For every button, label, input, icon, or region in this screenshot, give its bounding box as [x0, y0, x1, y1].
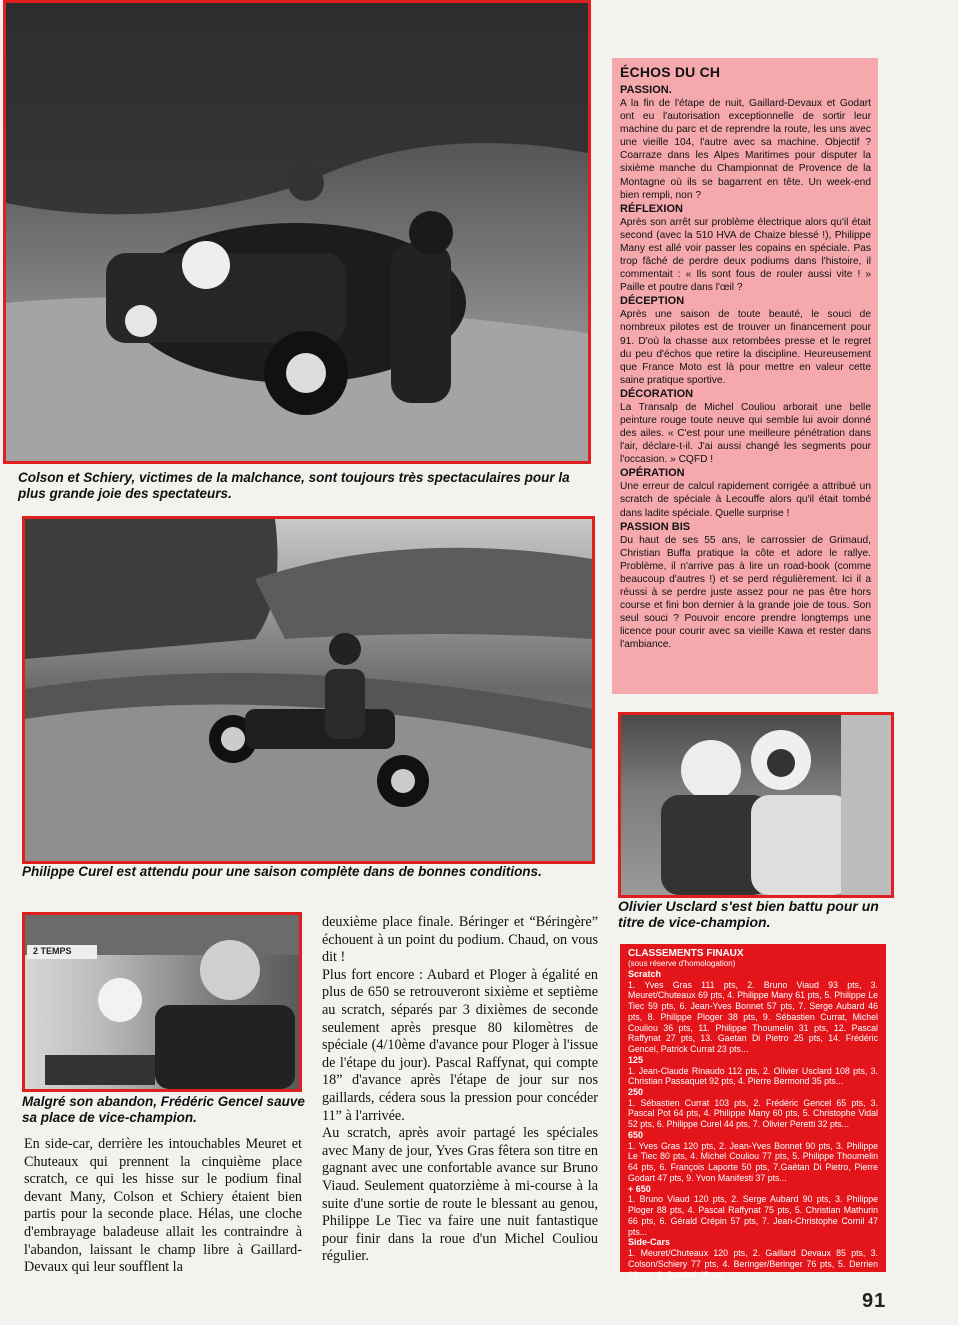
article-para: deuxième place finale. Béringer et “Béringère” échouent à un point du podium. Chaud, on vous dit ! [322, 914, 598, 966]
section-head: PASSION BIS [620, 520, 691, 533]
photo-curel [22, 516, 595, 864]
section-head: OPÉRATION [620, 467, 685, 480]
article-col-left: En side-car, derrière les intouchables Meuret et Chuteaux qui prennent la cinquième place scratch, ce qui les hisse sur le podium final devant Many, Colson et Schiery étaient bien partis pour la seconde place. Hélas, une cloche d'embrayage baladeuse allait les contraindre à l'abandon, laissant le champ libre à Gaillard-Devaux qui leur soufflent la [24, 1136, 302, 1276]
photo-usclard [618, 712, 894, 898]
category-label: 250 [628, 1087, 644, 1098]
echos-box [612, 58, 878, 694]
classements-title: CLASSEMENTS FINAUX [628, 948, 744, 959]
echos-section-passion-bis [620, 521, 871, 652]
category-results: 1. Yves Gras 120 pts, 2. Jean-Yves Bonnet 90 pts, 3. Philippe Le Tiec 80 pts, 4. Michel Couliou 77 pts, 5. Philippe Thoumelin 64 pts, 6. François Laporte 50 pts, 7.Gaëtan Di Pietro, Pierre Godart 47 pts, 9. Yvon Manifesti 37 pts... [628, 1140, 878, 1183]
category-label: Scratch [628, 969, 662, 979]
category-label: 125 [628, 1055, 644, 1066]
category-results: 1. Yves Gras 111 pts, 2. Bruno Viaud 93 pts, 3. Meuret/Chuteaux 69 pts, 4. Philippe Many 61 pts, 5. Philippe Le Tiec 59 pts, 6. Jean-Yves Bonnet 57 pts, 7. Serge Aubard 46 pts, 8. Philippe Ploger 38 pts, 9. Sébastien Currat, Michel Couliou 36 pts, 11. Philippe Thoumelin 31 pts, 12. Pascal Raffynat 27 pts, 13. Gaetan Di Pietro 25 pts, 14. Frédéric Gencel, Patrick Currat 23 pts... [628, 979, 878, 1055]
section-text: Du haut de ses 55 ans, le carrossier de Grimaud, Christian Buffa pratique la côte et adore le rallye. Problème, il n'arrive pas à lire un road-book (comme beaucoup d'autres !) et se perd régulièrement. Ici il a réussi à se perdre juste assez pour ne pas être hors course et fini bon dernier à la grande joie de tous. Son seul souci ? Pouvoir encore prendre longtemps une licence pour courir avec sa vieille Kawa et rester dans l'ambiance. [620, 534, 871, 651]
photo-sidecar [3, 0, 591, 464]
sign-text: 2 TEMPS [33, 946, 72, 956]
section-head: PASSION. [620, 84, 672, 96]
classements-subtitle: (sous réserve d'homologation) [628, 959, 736, 968]
classement-block [628, 1087, 878, 1130]
photo-gencel [22, 912, 302, 1092]
category-results: 1. Bruno Viaud 120 pts, 2. Serge Aubard 90 pts, 3. Philippe Ploger 88 pts, 4. Pascal Raffynat 75 pts, 5. Christian Mathurin 66 pts, 6. Gérald Crépin 57 pts, 7. Jean-Christophe Cornil 47 pts... [628, 1194, 878, 1237]
article-para: Plus fort encore : Aubard et Ploger à égalité en plus de 650 se retrouveront sixième et septième au scratch, séparés par 3 dixièmes de seconde seulement après presque 80 kilomètres de spéciale (4/10ème d'avance pour Ploger à l'issue de l'étape du jour). Pascal Raffynat, qui compte 18” d'avance après l'étape de jour sur nos gaillards, cédera sous la pression pour concéder 11” à l'arrivée. [322, 966, 598, 1124]
section-text: A la fin de l'étape de nuit, Gaillard-Devaux et Godart ont eu l'autorisation exceptionnelle de sortir leur machine du parc et de reprendre la route, les uns avec une vieille 104, l'autre avec sa machine. Objectif ? Coarraze dans les Alpes Maritimes pour disputer la sixième manche du Championnat de Provence de la Montagne où ils se bagarrent en tête. Un week-end bien rempli, non ? [620, 98, 871, 201]
classement-block [628, 1130, 878, 1184]
category-results: 1. Jean-Claude Rinaudo 112 pts, 2. Olivier Usclard 108 pts, 3. Christian Passaquet 92 pts, 4. Pierre Bermond 35 pts... [628, 1065, 878, 1087]
category-results: 1. Sébastien Currat 103 pts, 2. Frédéric Gencel 65 pts, 3. Pascal Pot 64 pts, 4. Philippe Many 60 pts, 5. Christophe Vidal 52 pts, 6. Philippe Curel 44 pts, 7. Olivier Peretti 32 pts... [628, 1097, 878, 1130]
article-col-mid [322, 914, 598, 1266]
echos-title: ÉCHOS DU CH [620, 64, 721, 80]
classements-box [620, 944, 886, 1280]
page-number: 91 [862, 1290, 887, 1312]
echos-section-decoration [620, 388, 871, 466]
section-head: RÉFLEXION [620, 202, 683, 215]
section-text: La Transalp de Michel Couliou arborait une belle peinture rouge toute neuve qui semble lui avoir donné des ailes. « C'est pour une meilleure pénétration dans l'air, déclare-t-il. J'ai aussi changé les segments pour l'occasion. » CQFD ! [620, 401, 871, 466]
echos-section-passion [620, 84, 871, 202]
caption-curel: Philippe Curel est attendu pour une saison complète dans de bonnes conditions. [22, 864, 542, 879]
caption-sidecar: Colson et Schiery, victimes de la malchance, sont toujours très spectaculaires pour la plus grande joie des spectateurs. [18, 470, 570, 501]
section-text: Une erreur de calcul rapidement corrigée a attribué un scratch de spéciale à Lecouffe alors qu'il était tombé dans ladite spéciale. Quelle surprise ! [620, 481, 871, 519]
caption-usclard: Olivier Usclard s'est bien battu pour un titre de vice-champion. [618, 898, 879, 930]
classement-block [628, 969, 878, 1055]
echos-section-operation [620, 467, 871, 519]
echos-section-deception [620, 295, 871, 387]
category-label: + 650 [628, 1183, 651, 1194]
section-head: DÉCORATION [620, 387, 694, 400]
caption-gencel: Malgré son abandon, Frédéric Gencel sauve sa place de vice-champion. [22, 1094, 305, 1125]
category-results: 1. Meuret/Chuteaux 120 pts, 2. Gaillard Devaux 85 pts, 3. Colson/Schiery 77 pts, 4. Beringer/Beringer 76 pts, 5. Derrien 63 pts, 6. Scuderi 48 pts... [628, 1247, 878, 1280]
section-head: DÉCEPTION [620, 295, 685, 308]
section-text: Après une saison de toute beauté, le souci de nombreux pilotes est de trouver un financement pour 91. D'où la chasse aux retombées presse et le regret du peu d'échos que retire la discipline. Heureusement que France Moto est là pour mettre en valeur cette saine pratique sportive. [620, 309, 871, 386]
echos-section-reflexion [620, 203, 871, 295]
classement-block [628, 1055, 878, 1087]
category-label: 650 [628, 1130, 644, 1141]
article-para: Au scratch, après avoir partagé les spéciales avec Many de jour, Yves Gras fêtera son titre en gagnant avec une confortable avance sur Bruno Viaud. Seulement quatorzième à mi-course à la suite d'une sortie de route le blessant au genou, Philippe Le Tiec va faire une nuit fantastique pour finir dans la roue d'un Michel Couliou régulier. [322, 1125, 598, 1265]
classement-block [628, 1184, 878, 1238]
classement-block [628, 1237, 878, 1280]
section-text: Après son arrêt sur problème électrique alors qu'il était second (avec la 510 HVA de Chaize blessé !), Philippe Many est allé voir passer les copains en spéciale. Pas trop fâché de perdre deux podiums dans l'histoire, il commentait : « Ils sont fous de rouler aussi vite ! » Paille et poutre dans l'œil ? [620, 216, 871, 294]
category-label: Side-Cars [628, 1237, 671, 1248]
